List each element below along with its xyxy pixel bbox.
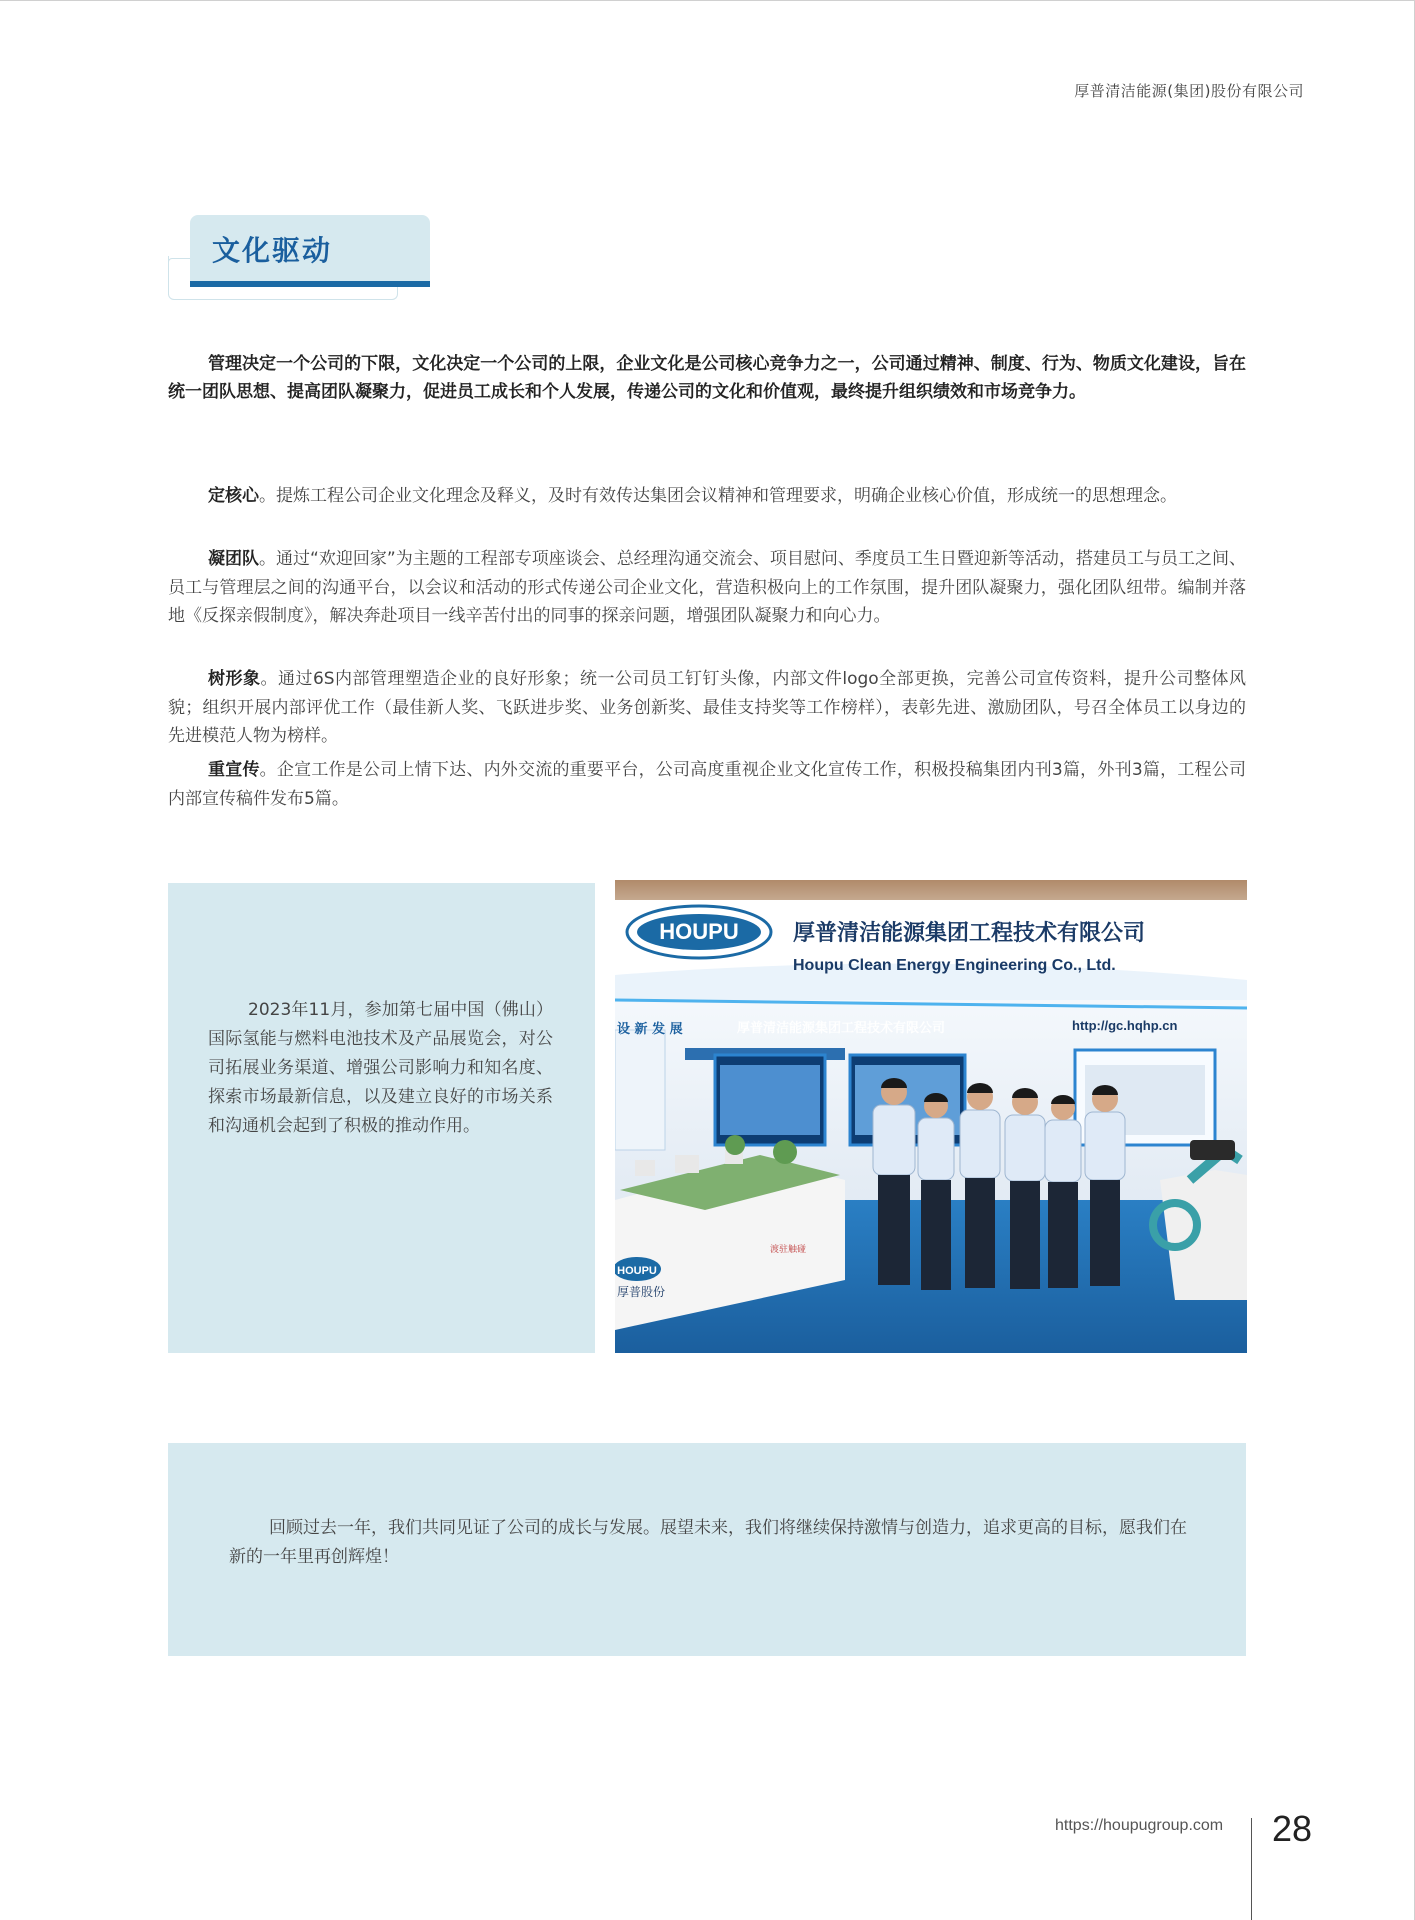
photo-url: http://gc.hqhp.cn — [1072, 1018, 1178, 1033]
intro-paragraph: 管理决定一个公司的下限，文化决定一个公司的上限，企业文化是公司核心竞争力之一，公司通过精神、制度、行为、物质文化建设，旨在统一团队思想、提高团队凝聚力，促进员工成长和个人发展，传递公司的文化和价值观，最终提升组织绩效和市场竞争力。 — [168, 354, 1246, 402]
paragraph-body: 。通过“欢迎回家”为主题的工程部专项座谈会、总经理沟通交流会、项目慰问、季度员工生日暨迎新等活动，搭建员工与员工之间、员工与管理层之间的沟通平台，以会议和活动的形式传递公司企业文化，营造积极向上的工作氛围，提升团队凝聚力，强化团队纽带。编制并落地《反探亲假制度》，解决奔赴项目一线辛苦付出的同事的探亲问题，增强团队凝聚力和向心力。 — [168, 549, 1246, 626]
expo-caption: 2023年11月，参加第七届中国（佛山）国际氢能与燃料电池技术及产品展览会，对公司拓展业务渠道、增强公司影响力和知名度、探索市场最新信息，以及建立良好的市场关系和沟通机会起到了积极的推动作用。 — [208, 1000, 553, 1136]
expo-caption-panel — [168, 883, 595, 1353]
photo-side-text: 设 新 发 展 — [617, 1022, 683, 1037]
footer-url: https://houpugroup.com — [1055, 1817, 1224, 1834]
photo-company-en: Houpu Clean Energy Engineering Co., Ltd. — [793, 957, 1116, 974]
photo-model-logo: HOUPU — [617, 1265, 657, 1277]
section-title: 文化驱动 — [212, 234, 333, 267]
paragraph-body: 。提炼工程公司企业文化理念及释义，及时有效传达集团会议精神和管理要求，明确企业核心价值，形成统一的思想理念。 — [259, 486, 1177, 506]
page-number: 28 — [1272, 1808, 1313, 1849]
closing-panel — [168, 1443, 1246, 1656]
paragraph-image — [168, 665, 1246, 751]
paragraph-lead: 凝团队 — [208, 549, 260, 569]
paragraph-lead: 重宣传 — [208, 760, 260, 780]
paragraph-core — [168, 482, 1246, 511]
photo-logo: HOUPU — [659, 919, 739, 944]
section-tab-outline-corner — [168, 258, 191, 289]
footer-divider — [1251, 1818, 1252, 1920]
paragraph-team — [168, 545, 1246, 631]
photo-company-cn: 厚普清洁能源集团工程技术有限公司 — [793, 921, 1146, 946]
paragraph-lead: 定核心 — [208, 486, 259, 506]
photo-model-text: 厚普股份 — [617, 1285, 666, 1299]
closing-text: 回顾过去一年，我们共同见证了公司的成长与发展。展望未来，我们将继续保持激情与创造力，追求更高的目标，愿我们在新的一年里再创辉煌！ — [229, 1518, 1187, 1567]
photo-model-label: 渡驻触碰 — [770, 1245, 807, 1255]
paragraph-body: 。企宣工作是公司上情下达、内外交流的重要平台，公司高度重视企业文化宣传工作，积极投稿集团内刊3篇，外刊3篇，工程公司内部宣传稿件发布5篇。 — [168, 760, 1246, 809]
paragraph-lead: 树形象 — [208, 669, 261, 689]
expo-photo-illustration — [615, 880, 1247, 1353]
paragraph-publicity — [168, 756, 1246, 813]
expo-photo — [615, 880, 1247, 1353]
paragraph-body: 。通过6S内部管理塑造企业的良好形象；统一公司员工钉钉头像，内部文件logo全部更换，完善公司宣传资料，提升公司整体风貌；组织开展内部评优工作（最佳新人奖、飞跃进步奖、业务创新奖、最佳支持奖等工作榜样），表彰先进、激励团队，号召全体员工以身边的先进模范人物为榜样。 — [168, 669, 1247, 746]
page-border-top — [0, 0, 1415, 1]
photo-banner-cn: 厚普清洁能源集团工程技术有限公司 — [737, 1021, 946, 1036]
section-tab — [190, 215, 430, 287]
header-company-name: 厚普清洁能源(集团)股份有限公司 — [1074, 82, 1304, 100]
